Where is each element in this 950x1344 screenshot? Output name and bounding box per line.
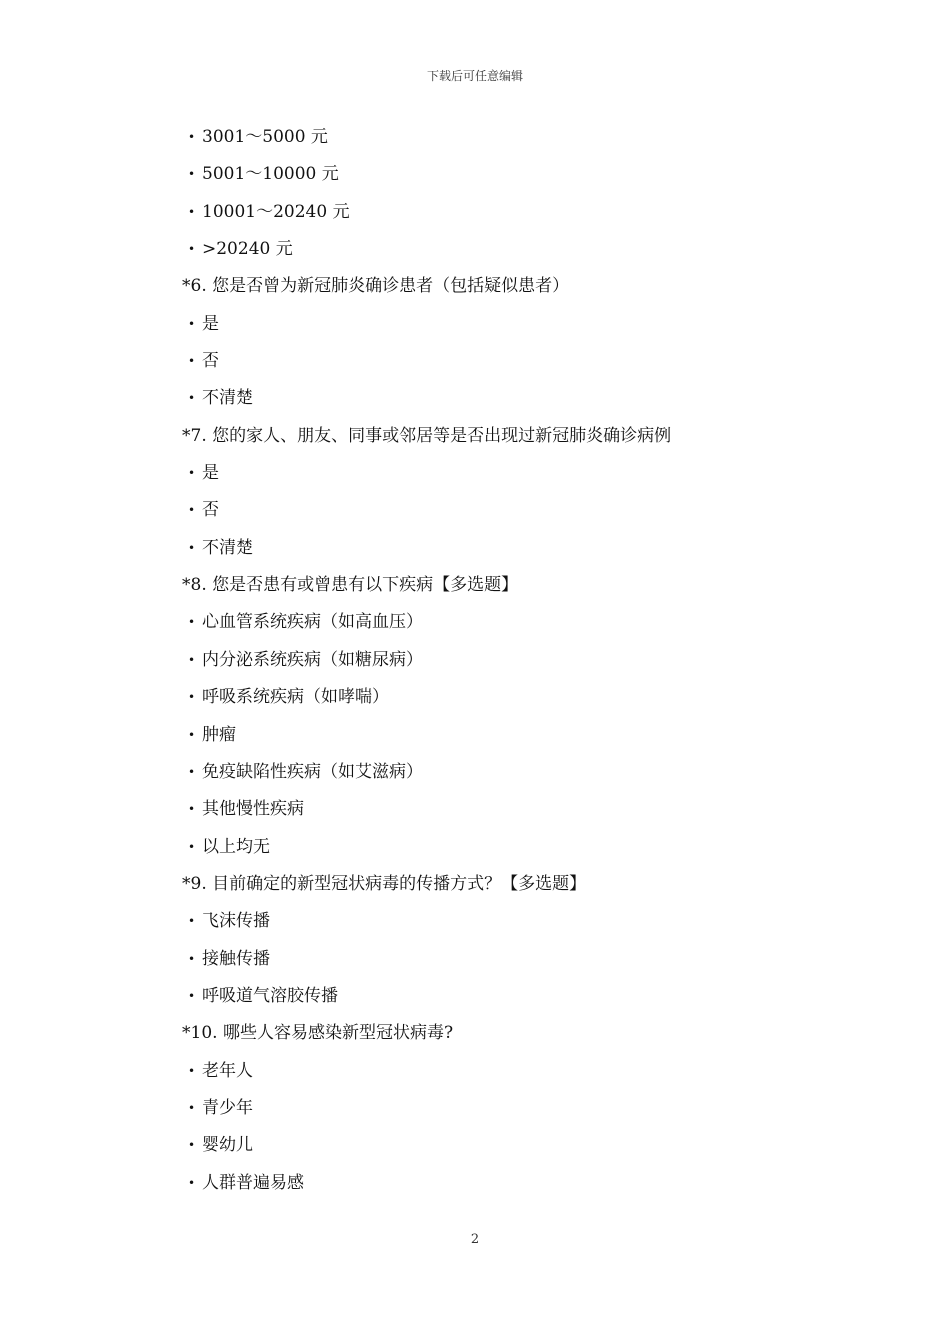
bullet-icon: • — [188, 503, 196, 518]
option-item: • 肿瘤 — [182, 717, 782, 754]
bullet-icon: • — [188, 652, 196, 667]
option-item: • >20240 元 — [182, 231, 782, 268]
bullet-icon: • — [188, 540, 196, 555]
questionnaire-content — [182, 119, 782, 1202]
bullet-icon: • — [188, 802, 196, 817]
option-item: • 是 — [182, 306, 782, 343]
option-item: • 5001～10000 元 — [182, 156, 782, 193]
option-item: • 不清楚 — [182, 380, 782, 417]
bullet-icon: • — [188, 1063, 196, 1078]
bullet-icon: • — [188, 615, 196, 630]
option-item: • 接触传播 — [182, 941, 782, 978]
bullet-icon: • — [188, 316, 196, 331]
question-10-title: *10. 哪些人容易感染新型冠状病毒? — [182, 1023, 454, 1044]
bullet-icon: • — [188, 391, 196, 406]
option-item: • 内分泌系统疾病（如糖尿病） — [182, 642, 782, 679]
option-item: • 呼吸道气溶胶传播 — [182, 978, 782, 1015]
bullet-icon: • — [188, 764, 196, 779]
question-8-title: *8. 您是否患有或曾患有以下疾病【多选题】 — [182, 575, 519, 596]
option-item: • 不清楚 — [182, 530, 782, 567]
option-item: • 老年人 — [182, 1053, 782, 1090]
bullet-icon: • — [188, 1175, 196, 1190]
option-item: • 是 — [182, 455, 782, 492]
bullet-icon: • — [188, 839, 196, 854]
bullet-icon: • — [188, 988, 196, 1003]
option-item: • 否 — [182, 343, 782, 380]
option-item: • 10001～20240 元 — [182, 194, 782, 231]
option-item: • 婴幼儿 — [182, 1127, 782, 1164]
option-item: • 呼吸系统疾病（如哮喘） — [182, 679, 782, 716]
bullet-icon: • — [188, 727, 196, 742]
bullet-icon: • — [188, 914, 196, 929]
question-7-title: *7. 您的家人、朋友、同事或邻居等是否出现过新冠肺炎确诊病例 — [182, 425, 672, 446]
option-item: • 人群普遍易感 — [182, 1165, 782, 1202]
option-item: • 青少年 — [182, 1090, 782, 1127]
bullet-icon: • — [188, 167, 196, 182]
option-item: • 飞沫传播 — [182, 903, 782, 940]
bullet-icon: • — [188, 951, 196, 966]
option-item: • 免疫缺陷性疾病（如艾滋病） — [182, 754, 782, 791]
question-6-title: *6. 您是否曾为新冠肺炎确诊患者（包括疑似患者） — [182, 276, 570, 297]
option-item: • 3001～5000 元 — [182, 119, 782, 156]
bullet-icon: • — [188, 1138, 196, 1153]
page-header: 下载后可任意编辑 — [426, 69, 523, 83]
bullet-icon: • — [188, 130, 196, 144]
bullet-icon: • — [188, 354, 196, 369]
bullet-icon: • — [188, 204, 196, 219]
bullet-icon: • — [188, 1100, 196, 1115]
bullet-icon: • — [188, 466, 196, 481]
bullet-icon: • — [188, 690, 196, 705]
option-item: • 心血管系统疾病（如高血压） — [182, 604, 782, 641]
option-item: • 其他慢性疾病 — [182, 791, 782, 828]
option-item: • 否 — [182, 492, 782, 529]
option-item: • 以上均无 — [182, 829, 782, 866]
question-9-title: *9. 目前确定的新型冠状病毒的传播方式？【多选题】 — [182, 873, 587, 894]
bullet-icon: • — [188, 242, 196, 257]
page-number: 2 — [470, 1232, 480, 1247]
